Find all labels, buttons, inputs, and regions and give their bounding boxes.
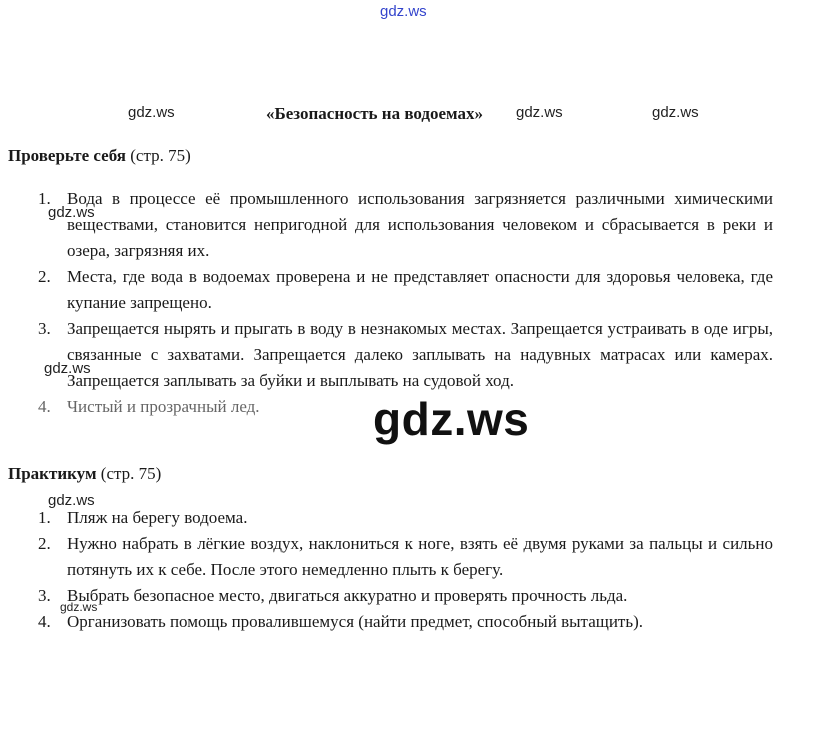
watermark: gdz.ws bbox=[128, 104, 175, 121]
list-item bbox=[0, 531, 814, 583]
item-text: Места, где вода в водоемах проверена и не представляет опасности для здоровья человека, где купание запрещено. bbox=[67, 267, 773, 312]
list-item bbox=[0, 316, 814, 394]
item-text: Чистый и прозрачный лед. bbox=[67, 397, 260, 416]
page-title: «Безопасность на водоемах» bbox=[266, 104, 484, 123]
list-item bbox=[0, 583, 814, 609]
section-heading-check bbox=[8, 146, 191, 166]
item-text: Вода в процессе её промышленного использования загрязняется различными химическими веществами, становится непригодной для использования человеком и сбрасывается в реки и озера, загрязняя их. bbox=[67, 189, 773, 260]
section-page-ref: (стр. 75) bbox=[96, 464, 162, 483]
watermark-small: gdz.ws bbox=[60, 600, 98, 614]
list-item bbox=[0, 186, 814, 264]
section-heading-text: Проверьте себя bbox=[8, 146, 126, 165]
watermark: gdz.ws bbox=[48, 492, 95, 509]
item-number: 4. bbox=[38, 397, 51, 416]
section-heading-text: Практикум bbox=[8, 464, 97, 483]
watermark-top: gdz.ws bbox=[380, 3, 427, 20]
watermark: gdz.ws bbox=[44, 360, 91, 377]
watermark: gdz.ws bbox=[48, 204, 95, 221]
item-text: Нужно набрать в лёгкие воздух, наклониться к ноге, взять её двумя руками за пальцы и сильно потянуть их к себе. После этого немедленно плыть к берегу. bbox=[67, 534, 773, 579]
answer-list-check bbox=[0, 186, 814, 420]
watermark: gdz.ws bbox=[516, 104, 563, 121]
section-page-ref: (стр. 75) bbox=[126, 146, 191, 165]
section-heading-practicum bbox=[8, 464, 161, 484]
item-text: Организовать помощь провалившемуся (найти предмет, способный вытащить). bbox=[67, 612, 644, 631]
list-item bbox=[0, 609, 814, 635]
item-number: 2. bbox=[38, 267, 51, 286]
item-text: Выбрать безопасное место, двигаться аккуратно и проверять прочность льда. bbox=[67, 586, 628, 605]
item-text: Пляж на берегу водоема. bbox=[67, 508, 248, 527]
list-item bbox=[0, 264, 814, 316]
answer-list-practicum bbox=[0, 505, 814, 635]
item-number: 2. bbox=[38, 534, 51, 553]
item-text: Запрещается нырять и прыгать в воду в незнакомых местах. Запрещается устраивать в оде игры, связанные с захватами. Запрещается далеко заплывать на надувных матрасах или камерах. Запрещается заплывать за буйки и выплывать на судовой ход. bbox=[67, 319, 773, 390]
item-number: 1. bbox=[38, 189, 51, 208]
item-number: 1. bbox=[38, 508, 51, 527]
list-item bbox=[0, 505, 814, 531]
watermark-large: gdz.ws bbox=[373, 393, 530, 445]
item-number: 4. bbox=[38, 612, 51, 631]
item-number: 3. bbox=[38, 319, 51, 338]
watermark: gdz.ws bbox=[652, 104, 699, 121]
item-number: 3. bbox=[38, 586, 51, 605]
